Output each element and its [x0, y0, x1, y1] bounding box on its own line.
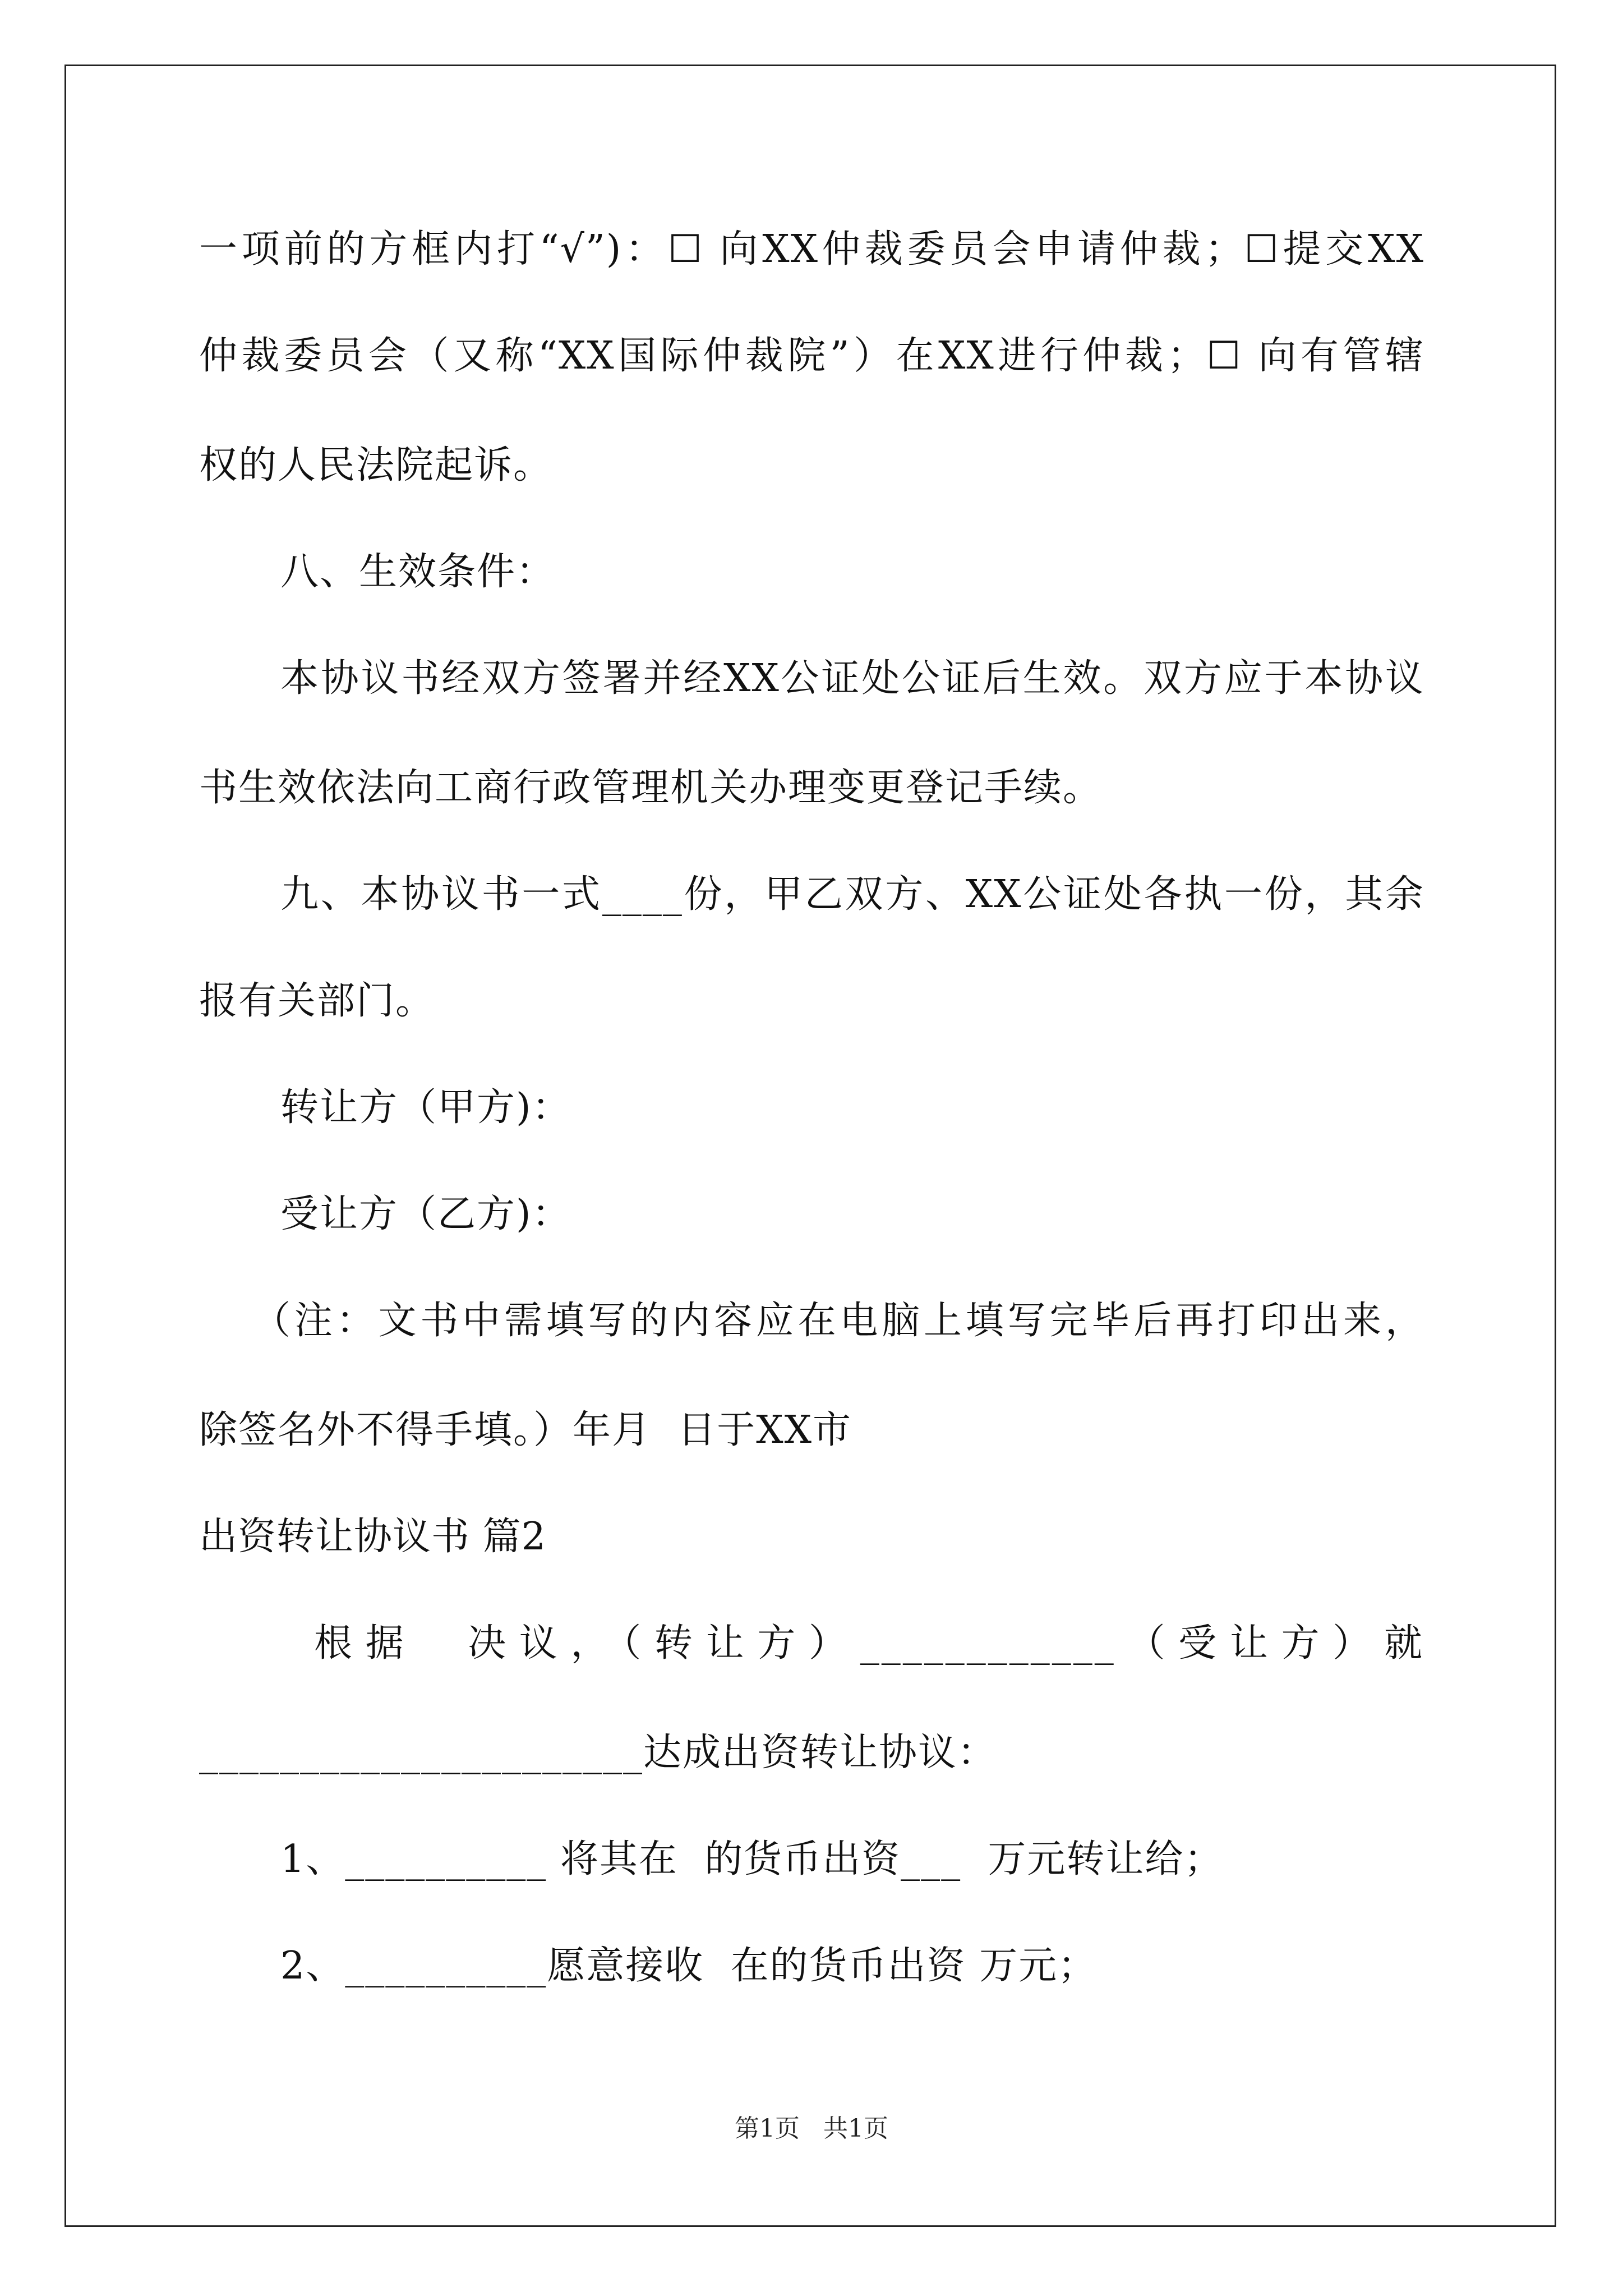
- note-line: （注：文书中需填写的内容应在电脑上填写完毕后再打印出来，: [252, 1299, 1424, 1343]
- section-title: 出资转让协议书 篇2: [199, 1515, 546, 1559]
- page-footer: 第1页 共1页: [735, 2114, 888, 2143]
- list-item: 1、__________ 将其在 的货币出资___ 万元转让给；: [280, 1837, 1224, 1881]
- text-line: 九、本协议书一式____份，甲乙双方、XX公证处各执一份，其余: [280, 872, 1424, 917]
- section-heading: 八、生效条件：: [280, 550, 556, 594]
- note-line: 除签名外不得手填。）年月 日于XX市: [199, 1408, 852, 1452]
- text-line: 根据 决议，（转让方）____________（受让方）就: [314, 1621, 1424, 1665]
- list-item: 2、__________愿意接收 在的货币出资 万元；: [280, 1944, 1098, 1988]
- signature-line-transferee: 受让方（乙方)：: [280, 1192, 571, 1236]
- text-line: 书生效依法向工商行政管理机关办理变更登记手续。: [199, 766, 1103, 810]
- text-line: 报有关部门。: [199, 979, 435, 1023]
- signature-line-transferor: 转让方（甲方)：: [280, 1085, 571, 1130]
- text-line: 本协议书经双方签署并经XX公证处公证后生效。双方应于本协议: [280, 656, 1424, 701]
- page-border: [64, 65, 1556, 2227]
- text-line: 仲裁委员会（又称“XX国际仲裁院”）在XX进行仲裁；☐ 向有管辖: [199, 334, 1424, 378]
- text-line: 一项前的方框内打“√”)：☐ 向XX仲裁委员会申请仲裁；☐提交XX: [199, 227, 1424, 272]
- text-line: 权的人民法院起诉。: [199, 443, 553, 487]
- text-line: ______________________达成出资转让协议：: [199, 1731, 997, 1775]
